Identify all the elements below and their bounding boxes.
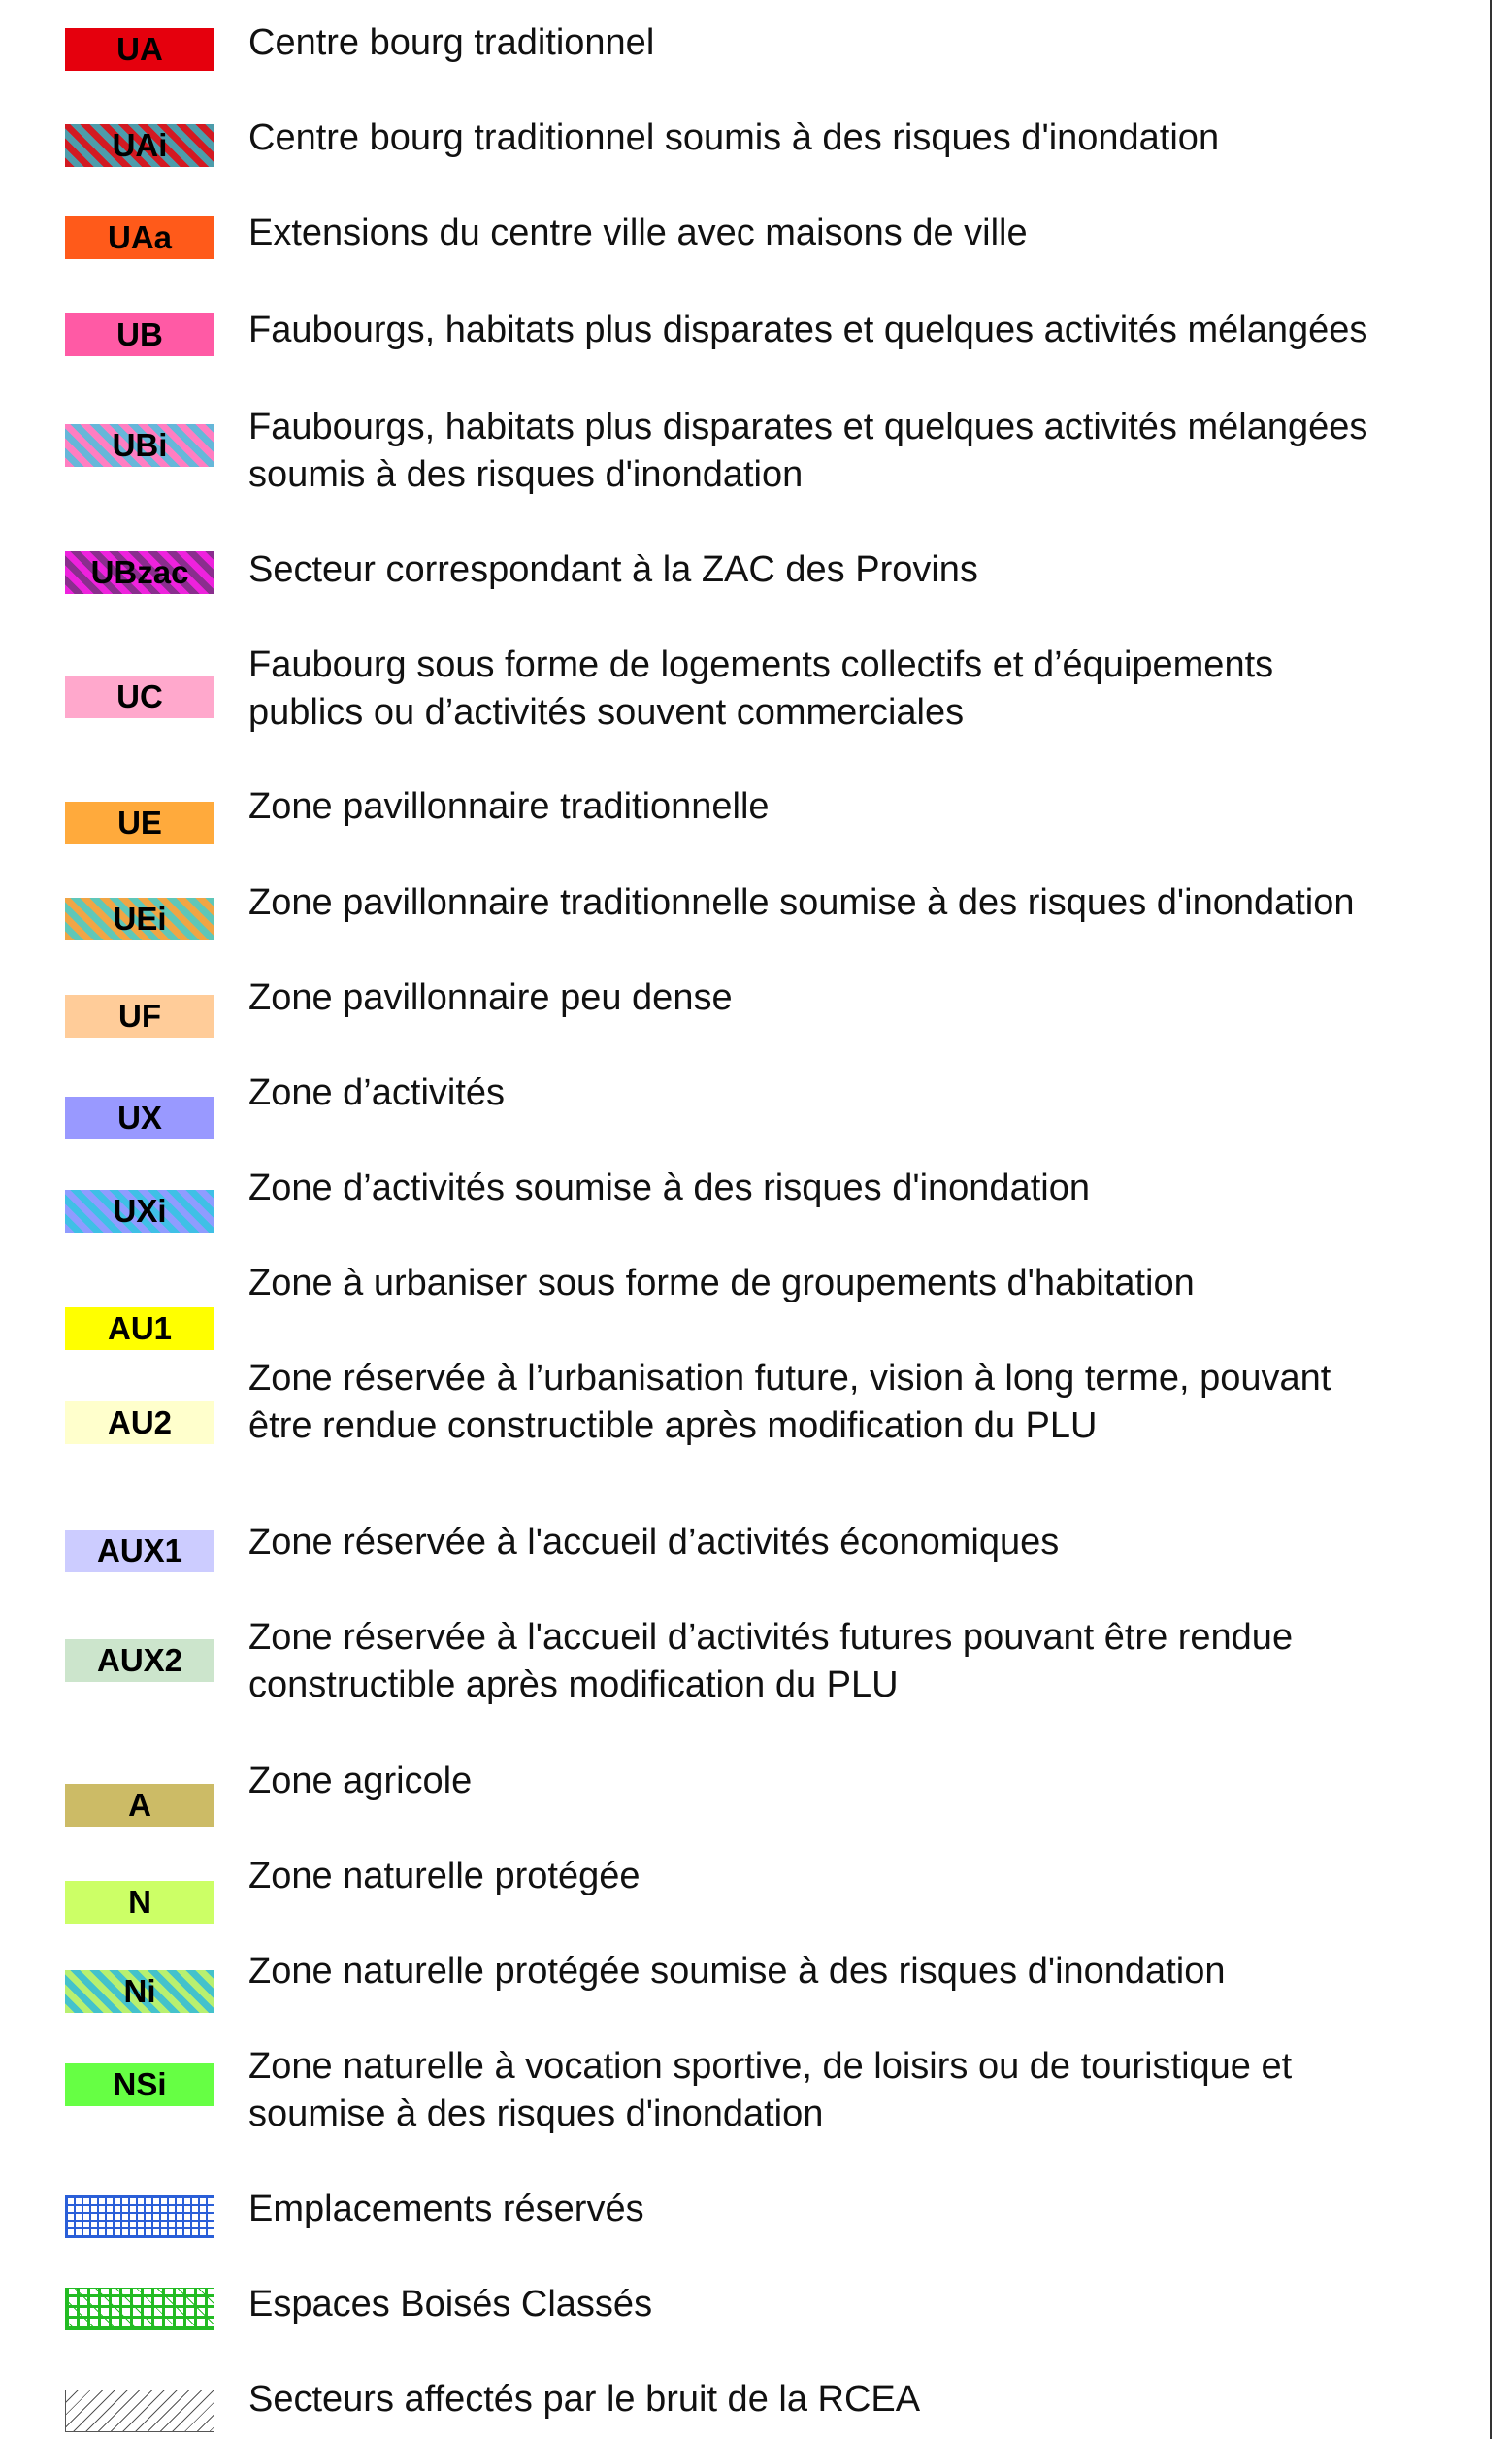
zone-code: UX [117, 1100, 162, 1136]
legend-swatch [65, 1097, 214, 1139]
zone-description [248, 974, 1491, 1022]
zone-description [248, 783, 1491, 831]
zone-description [248, 1355, 1491, 1450]
zone-description-line: Espaces Boisés Classés [248, 2284, 653, 2324]
zone-description [248, 1948, 1491, 1995]
legend-swatch [65, 2288, 214, 2330]
legend-swatch [65, 313, 214, 356]
zone-description [248, 1260, 1491, 1307]
zone-description-line: Zone d’activités [248, 1072, 506, 1113]
zone-description-line: Centre bourg traditionnel [248, 22, 655, 63]
legend-swatch [65, 1190, 214, 1233]
zone-description [248, 1165, 1491, 1212]
zone-description-line: Zone réservée à l'accueil d’activités économiques [248, 1522, 1060, 1563]
zone-description-line: Zone agricole [248, 1761, 473, 1801]
zone-code: A [128, 1787, 151, 1823]
zone-description-line: soumise à des risques d'inondation [248, 2093, 824, 2134]
legend-swatch [65, 898, 214, 940]
zone-description-line: soumis à des risques d'inondation [248, 454, 804, 495]
zone-description-line: Secteurs affectés par le bruit de la RCEA [248, 2379, 921, 2420]
zone-description [248, 404, 1491, 499]
zone-code: UE [117, 805, 162, 840]
legend-swatch [65, 2063, 214, 2106]
zone-description [248, 2376, 1491, 2423]
legend-swatch [65, 995, 214, 1038]
zone-code: Ni [123, 1973, 156, 2009]
zone-description-line: Zone naturelle protégée soumise à des risques d'inondation [248, 1951, 1226, 1992]
zone-description [248, 307, 1491, 354]
zone-description-line: Zone réservée à l’urbanisation future, vision à long terme, pouvant [248, 1358, 1331, 1399]
legend-swatch [65, 676, 214, 718]
zone-description [248, 19, 1491, 67]
zone-description [248, 879, 1491, 927]
zone-code: AUX1 [96, 1533, 183, 1568]
zone-description [248, 1519, 1491, 1566]
zone-description [248, 642, 1491, 737]
legend-swatch [65, 1401, 214, 1444]
legend-swatch [65, 1639, 214, 1682]
legend-swatch [65, 2195, 214, 2238]
zone-description-line: Extensions du centre ville avec maisons de ville [248, 213, 1028, 253]
zone-description [248, 1758, 1491, 1805]
zone-code: N [128, 1884, 151, 1920]
zone-code: UF [118, 998, 161, 1034]
zone-code: UA [116, 31, 163, 67]
legend-swatch [65, 1881, 214, 1924]
zone-description-line: constructible après modification du PLU [248, 1664, 899, 1705]
legend-swatch [65, 1530, 214, 1572]
zone-description [248, 2186, 1491, 2233]
zone-description-line: Centre bourg traditionnel soumis à des risques d'inondation [248, 117, 1220, 158]
zone-description [248, 1614, 1491, 1709]
zone-description-line: Secteur correspondant à la ZAC des Provins [248, 549, 978, 590]
zone-description [248, 1070, 1491, 1117]
zone-code: AU1 [107, 1310, 173, 1346]
legend-swatch [65, 28, 214, 71]
legend-swatch [65, 2390, 214, 2432]
zone-code: AU2 [107, 1404, 173, 1440]
zone-description-line: Zone à urbaniser sous forme de groupements d'habitation [248, 1263, 1195, 1303]
zone-code: UEi [113, 901, 167, 937]
zone-description-line: être rendue constructible après modification du PLU [248, 1405, 1098, 1446]
legend-swatch [65, 124, 214, 167]
zone-description-line: Zone pavillonnaire peu dense [248, 977, 733, 1018]
legend-right-border [1490, 0, 1492, 2439]
zone-description-line: Faubourgs, habitats plus disparates et quelques activités mélangées [248, 407, 1368, 447]
legend-swatch [65, 802, 214, 844]
zone-description-line: Zone pavillonnaire traditionnelle soumise à des risques d'inondation [248, 882, 1355, 923]
zone-description [248, 2043, 1491, 2138]
legend-swatch [65, 551, 214, 594]
zone-description-line: Zone naturelle à vocation sportive, de loisirs ou de touristique et [248, 2046, 1293, 2087]
legend-swatch [65, 1784, 214, 1827]
zone-code: NSi [113, 2066, 167, 2102]
zone-description [248, 1853, 1491, 1900]
legend-swatch [65, 216, 214, 259]
zone-code: UAi [112, 127, 168, 163]
zone-code: UAa [107, 219, 173, 255]
zone-description-line: Zone réservée à l'accueil d’activités futures pouvant être rendue [248, 1617, 1294, 1658]
zone-description-line: Faubourgs, habitats plus disparates et quelques activités mélangées [248, 310, 1368, 350]
zone-description-line: Zone naturelle protégée [248, 1856, 641, 1896]
zone-description [248, 210, 1491, 257]
zone-description [248, 115, 1491, 162]
zone-code: UBi [112, 427, 168, 463]
zone-code: UC [116, 678, 163, 714]
zone-description-line: publics ou d’activités souvent commerciales [248, 692, 965, 733]
zone-code: UBzac [90, 554, 189, 590]
zone-description [248, 546, 1491, 594]
zone-description-line: Faubourg sous forme de logements collectifs et d’équipements [248, 644, 1274, 685]
zone-description-line: Zone d’activités soumise à des risques d'inondation [248, 1168, 1090, 1208]
zone-code: UB [116, 316, 163, 352]
legend-swatch [65, 1307, 214, 1350]
zone-description-line: Zone pavillonnaire traditionnelle [248, 786, 770, 827]
zone-code: AUX2 [96, 1642, 183, 1678]
legend-swatch [65, 1970, 214, 2013]
zone-code: UXi [113, 1193, 167, 1229]
legend-swatch [65, 424, 214, 467]
zone-description [248, 2281, 1491, 2328]
zone-description-line: Emplacements réservés [248, 2189, 644, 2229]
